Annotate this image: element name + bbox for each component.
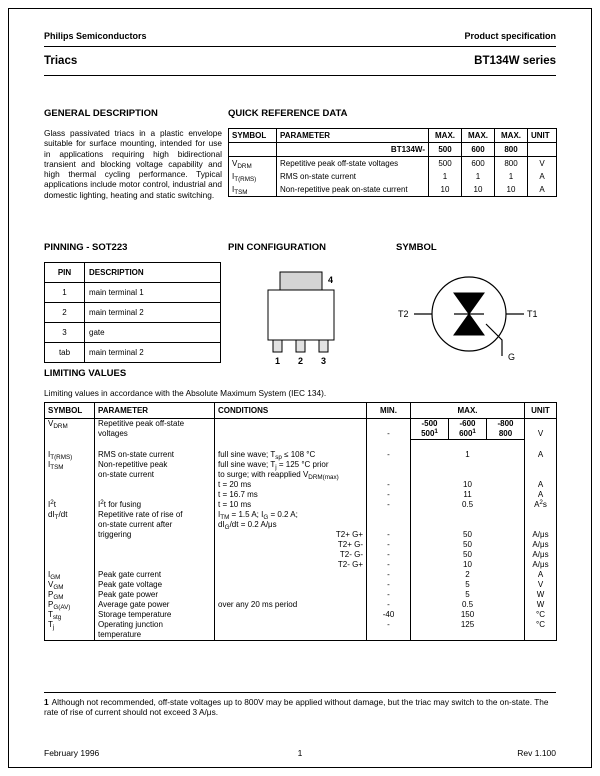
limiting-values-row bbox=[45, 440, 557, 451]
package-lead-1 bbox=[273, 340, 282, 352]
qr-variant-label: BT134W- bbox=[277, 143, 429, 157]
pin-col-header: PIN bbox=[45, 263, 85, 283]
limiting-values-row bbox=[45, 470, 557, 480]
min-cell: - bbox=[367, 560, 411, 570]
parameter-cell: $I^2t$ for fusing bbox=[95, 500, 215, 510]
unit-cell: A/μs bbox=[525, 550, 557, 560]
symbol-cell bbox=[45, 530, 95, 540]
max-variant-cell: $500^1$ bbox=[411, 429, 449, 440]
package-lead-3 bbox=[319, 340, 328, 352]
min-cell: - bbox=[367, 490, 411, 500]
parameter-cell: temperature bbox=[95, 630, 215, 641]
sub-element: TSM bbox=[234, 189, 248, 196]
title-row bbox=[44, 55, 556, 67]
max-variant-cell: 800 bbox=[487, 429, 525, 440]
qr-variant-600: 600 bbox=[462, 143, 495, 157]
limiting-values-row bbox=[45, 530, 557, 540]
symbol-cell: $I_{GM}$ bbox=[45, 570, 95, 580]
parameter-cell: Non-repetitive peak bbox=[95, 460, 215, 470]
quick-reference-body bbox=[229, 157, 557, 197]
unit-cell bbox=[525, 470, 557, 480]
symbol-cell: $I_{T(RMS)}$ bbox=[229, 170, 277, 183]
symbol-cell: $V_{DRM}$ bbox=[229, 157, 277, 171]
qr-col-max-3: MAX. bbox=[495, 129, 528, 143]
quick-reference-table bbox=[228, 128, 557, 197]
limiting-values-row bbox=[45, 460, 557, 470]
min-cell bbox=[367, 419, 411, 430]
min-cell bbox=[367, 520, 411, 530]
header-rule-top bbox=[44, 46, 556, 47]
parameter-cell: on-state current bbox=[95, 470, 215, 480]
footer-revision: Rev 1.100 bbox=[517, 748, 556, 758]
symbol-cell: $T_{stg}$ bbox=[45, 610, 95, 620]
pin-3-label: 3 bbox=[321, 356, 327, 366]
document-header bbox=[44, 31, 556, 41]
quick-reference-section bbox=[228, 108, 556, 197]
max-cell: 5 bbox=[411, 590, 525, 600]
symbol-cell: $I_{TSM}$ bbox=[45, 460, 95, 470]
max-value-cell: 500 bbox=[429, 157, 462, 171]
max-value-cell: 600 bbox=[462, 157, 495, 171]
sup-element: 2 bbox=[100, 499, 104, 506]
symbol-cell: $I_{TSM}$ bbox=[229, 183, 277, 197]
unit-cell: A bbox=[525, 450, 557, 460]
parameter-cell: Average gate power bbox=[95, 600, 215, 610]
unit-cell: A bbox=[528, 183, 557, 197]
spec-type-label: Product specification bbox=[464, 31, 556, 41]
symbol-heading: SYMBOL bbox=[396, 242, 437, 253]
max-cell bbox=[411, 630, 525, 641]
unit-cell bbox=[525, 440, 557, 451]
sub-element: TM bbox=[220, 514, 230, 521]
conditions-cell: $dI_G/dt = 0.2$ A/μs bbox=[215, 520, 367, 530]
lim-col-parameter: PARAMETER bbox=[95, 403, 215, 419]
product-family-title: Triacs bbox=[44, 55, 78, 67]
limiting-values-row bbox=[45, 550, 557, 560]
conditions-cell: T2+ G- bbox=[215, 540, 367, 550]
terminal-t1-label: T1 bbox=[527, 309, 538, 319]
pin-number-cell: 2 bbox=[45, 303, 85, 323]
package-tab bbox=[280, 272, 322, 290]
parameter-cell: on-state current after bbox=[95, 520, 215, 530]
unit-cell: A bbox=[528, 170, 557, 183]
max-cell: 10 bbox=[411, 560, 525, 570]
limiting-values-row bbox=[45, 620, 557, 630]
parameter-cell: Storage temperature bbox=[95, 610, 215, 620]
parameter-cell bbox=[95, 480, 215, 490]
thead-element bbox=[45, 263, 221, 283]
lim-col-unit: UNIT bbox=[525, 403, 557, 419]
symbol-cell: $V_{GM}$ bbox=[45, 580, 95, 590]
min-cell: - bbox=[367, 530, 411, 540]
symbol-cell bbox=[45, 470, 95, 480]
pin-description-cell: main terminal 2 bbox=[85, 303, 221, 323]
symbol-cell bbox=[45, 550, 95, 560]
unit-cell: V bbox=[525, 429, 557, 440]
symbol-cell bbox=[45, 429, 95, 440]
max-variant-cell: -800 bbox=[487, 419, 525, 430]
max-variant-cell: -600 bbox=[449, 419, 487, 430]
pin-description-cell: main terminal 2 bbox=[85, 343, 221, 363]
symbol-cell bbox=[45, 480, 95, 490]
unit-cell bbox=[525, 630, 557, 641]
max-value-cell: 1 bbox=[495, 170, 528, 183]
package-body bbox=[268, 290, 334, 340]
min-cell: - bbox=[367, 540, 411, 550]
pin-2-label: 2 bbox=[298, 356, 304, 366]
parameter-cell bbox=[95, 540, 215, 550]
triac-symbol-drawing bbox=[396, 266, 556, 372]
pinning-row bbox=[45, 343, 221, 363]
sup-element: 2 bbox=[539, 499, 543, 506]
lim-col-symbol: SYMBOL bbox=[45, 403, 95, 419]
min-cell: - bbox=[367, 600, 411, 610]
unit-cell: A/μs bbox=[525, 560, 557, 570]
qr-col-max-1: MAX. bbox=[429, 129, 462, 143]
unit-cell: V bbox=[525, 580, 557, 590]
min-cell bbox=[367, 510, 411, 520]
symbol-cell: $V_{DRM}$ bbox=[45, 419, 95, 430]
sup-element: 1 bbox=[472, 428, 476, 435]
conditions-cell: to surge; with reapplied $V_{DRM(max)}$ bbox=[215, 470, 367, 480]
footnote-text: Although not recommended, off-state voltages up to 800V may be applied without damage, but the triac may switch to the on-state. The rate of rise of current should not exceed 3 A/μs. bbox=[44, 697, 549, 718]
parameter-cell: Repetitive peak off-state voltages bbox=[277, 157, 429, 171]
quick-reference-row bbox=[229, 170, 557, 183]
pin-number-cell: tab bbox=[45, 343, 85, 363]
limiting-values-row bbox=[45, 540, 557, 550]
symbol-cell bbox=[45, 560, 95, 570]
max-cell: 0.5 bbox=[411, 600, 525, 610]
sub-element: GM bbox=[50, 574, 61, 581]
quick-reference-header-row bbox=[229, 129, 557, 143]
sot223-package-drawing bbox=[228, 266, 378, 368]
parameter-cell: Repetitive peak off-state bbox=[95, 419, 215, 430]
max-variant-cell: -500 bbox=[411, 419, 449, 430]
terminal-t2-label: T2 bbox=[398, 309, 409, 319]
min-cell: - bbox=[367, 570, 411, 580]
pin-number-cell: 3 bbox=[45, 323, 85, 343]
symbol-cell: $I^2t$ bbox=[45, 500, 95, 510]
gate-lead-line bbox=[486, 324, 502, 356]
unit-cell: A bbox=[525, 480, 557, 490]
limiting-values-row bbox=[45, 480, 557, 490]
conditions-cell: T2+ G+ bbox=[215, 530, 367, 540]
limiting-values-row bbox=[45, 490, 557, 500]
max-cell: 50 bbox=[411, 550, 525, 560]
sub-element: GM bbox=[53, 584, 64, 591]
limiting-values-row bbox=[45, 590, 557, 600]
sub-element: T bbox=[54, 514, 59, 521]
limiting-values-row bbox=[45, 429, 557, 440]
min-cell: - bbox=[367, 550, 411, 560]
qr-col-unit: UNIT bbox=[528, 129, 557, 143]
unit-cell bbox=[525, 460, 557, 470]
quick-reference-heading: QUICK REFERENCE DATA bbox=[228, 108, 348, 119]
max-cell bbox=[411, 520, 525, 530]
max-cell: 0.5 bbox=[411, 500, 525, 510]
header-rule-bottom bbox=[44, 75, 556, 76]
max-variant-cell: $600^1$ bbox=[449, 429, 487, 440]
min-cell bbox=[367, 630, 411, 641]
unit-cell: $A^2s$ bbox=[525, 500, 557, 510]
max-cell: 125 bbox=[411, 620, 525, 630]
pin-number-cell: 1 bbox=[45, 283, 85, 303]
sup-element: 2 bbox=[50, 499, 54, 506]
symbol-cell bbox=[45, 540, 95, 550]
parameter-cell: Repetitive rate of rise of bbox=[95, 510, 215, 520]
limiting-values-row bbox=[45, 520, 557, 530]
parameter-cell bbox=[95, 560, 215, 570]
limiting-values-table bbox=[44, 402, 557, 641]
parameter-cell: Peak gate voltage bbox=[95, 580, 215, 590]
limiting-values-section bbox=[44, 368, 556, 641]
pinning-row bbox=[45, 283, 221, 303]
max-value-cell: 10 bbox=[429, 183, 462, 197]
conditions-cell: t = 20 ms bbox=[215, 480, 367, 490]
quick-reference-row bbox=[229, 183, 557, 197]
unit-cell: A bbox=[525, 570, 557, 580]
qr-variant-800: 800 bbox=[495, 143, 528, 157]
conditions-cell: full sine wave; $T_{sp} \le 108$ °C bbox=[215, 450, 367, 460]
sub-element: G bbox=[263, 514, 269, 521]
limiting-values-intro: Limiting values in accordance with the Absolute Maximum System (IEC 134). bbox=[44, 388, 327, 398]
max-value-cell: 1 bbox=[429, 170, 462, 183]
pinning-heading: PINNING - SOT223 bbox=[44, 242, 128, 253]
parameter-cell: Peak gate power bbox=[95, 590, 215, 600]
sub-element: j bbox=[275, 464, 277, 471]
sub-element: TSM bbox=[50, 464, 64, 471]
general-description-heading: GENERAL DESCRIPTION bbox=[44, 108, 158, 119]
pin-1-label: 1 bbox=[275, 356, 281, 366]
min-cell: - bbox=[367, 620, 411, 630]
limiting-values-body bbox=[45, 419, 557, 641]
limiting-values-heading: LIMITING VALUES bbox=[44, 368, 127, 379]
qr-variant-empty-unit bbox=[528, 143, 557, 157]
lim-col-conditions: CONDITIONS bbox=[215, 403, 367, 419]
conditions-cell: T2- G+ bbox=[215, 560, 367, 570]
limiting-values-row bbox=[45, 500, 557, 510]
thead-element bbox=[229, 129, 557, 157]
min-cell: - bbox=[367, 480, 411, 490]
description-col-header: DESCRIPTION bbox=[85, 263, 221, 283]
max-cell bbox=[411, 460, 525, 470]
publisher-name: Philips Semiconductors bbox=[44, 31, 147, 41]
conditions-cell: over any 20 ms period bbox=[215, 600, 367, 610]
sup-element: 1 bbox=[434, 428, 438, 435]
max-cell bbox=[411, 440, 525, 451]
sub-element: GM bbox=[53, 594, 64, 601]
max-value-cell: 1 bbox=[462, 170, 495, 183]
max-cell bbox=[411, 470, 525, 480]
pinning-section bbox=[44, 242, 222, 363]
unit-cell: A/μs bbox=[525, 530, 557, 540]
unit-cell: °C bbox=[525, 620, 557, 630]
qr-col-max-2: MAX. bbox=[462, 129, 495, 143]
min-cell bbox=[367, 470, 411, 480]
conditions-cell bbox=[215, 440, 367, 451]
min-cell: - bbox=[367, 500, 411, 510]
gate-label: G bbox=[508, 352, 516, 362]
parameter-cell: triggering bbox=[95, 530, 215, 540]
series-title: BT134W series bbox=[474, 55, 556, 67]
conditions-cell: $I_{TM} = 1.5$ A; $I_G = 0.2$ A; bbox=[215, 510, 367, 520]
sub-element: DRM bbox=[53, 423, 68, 430]
general-description-text: Glass passivated triacs in a plastic envelope suitable for surface mounting, intended for use in applications requiring high bidirectional transient and blocking voltage capability and high thermal cycling performance. Typical applications include motor control, industrial and domestic lighting, heating and static switching. bbox=[44, 128, 222, 200]
unit-cell bbox=[525, 419, 557, 430]
conditions-cell: T2- G- bbox=[215, 550, 367, 560]
parameter-cell: RMS on-state current bbox=[95, 450, 215, 460]
sub-element: G bbox=[224, 524, 230, 531]
sub-element: T(RMS) bbox=[234, 176, 257, 183]
min-cell: - bbox=[367, 590, 411, 600]
pin-configuration-section bbox=[228, 242, 386, 373]
sub-element: DRM bbox=[237, 163, 252, 170]
max-cell bbox=[411, 510, 525, 520]
symbol-cell bbox=[45, 440, 95, 451]
pinning-body bbox=[45, 283, 221, 363]
parameter-cell: Non-repetitive peak on-state current bbox=[277, 183, 429, 197]
sub-element: stg bbox=[52, 614, 62, 621]
conditions-cell bbox=[215, 570, 367, 580]
limiting-values-row bbox=[45, 570, 557, 580]
limiting-values-row bbox=[45, 510, 557, 520]
parameter-cell: Operating junction bbox=[95, 620, 215, 630]
unit-cell: V bbox=[528, 157, 557, 171]
sub-element: sp bbox=[275, 454, 282, 461]
sub-element: T(RMS) bbox=[50, 454, 73, 461]
pinning-table bbox=[44, 262, 221, 363]
limiting-values-row bbox=[45, 560, 557, 570]
limiting-values-row bbox=[45, 610, 557, 620]
pin-description-cell: main terminal 1 bbox=[85, 283, 221, 303]
footnote-marker: 1 bbox=[44, 697, 49, 707]
max-cell: 10 bbox=[411, 480, 525, 490]
package-lead-2 bbox=[296, 340, 305, 352]
max-cell: 1 bbox=[411, 450, 525, 460]
symbol-cell: $P_{GM}$ bbox=[45, 590, 95, 600]
conditions-cell: t = 10 ms bbox=[215, 500, 367, 510]
triac-triangle-lower bbox=[454, 314, 484, 335]
conditions-cell bbox=[215, 590, 367, 600]
parameter-cell: voltages bbox=[95, 429, 215, 440]
limiting-values-row bbox=[45, 630, 557, 641]
quick-reference-variant-row bbox=[229, 143, 557, 157]
max-cell: 150 bbox=[411, 610, 525, 620]
limiting-values-row bbox=[45, 419, 557, 430]
thead-element bbox=[45, 403, 557, 419]
quick-reference-row bbox=[229, 157, 557, 171]
min-cell bbox=[367, 460, 411, 470]
lim-col-max: MAX. bbox=[411, 403, 525, 419]
conditions-cell bbox=[215, 630, 367, 641]
conditions-cell bbox=[215, 419, 367, 430]
limiting-values-row bbox=[45, 450, 557, 460]
pinning-row bbox=[45, 323, 221, 343]
symbol-cell: $T_j$ bbox=[45, 620, 95, 630]
unit-cell: A bbox=[525, 490, 557, 500]
symbol-cell: $I_{T(RMS)}$ bbox=[45, 450, 95, 460]
max-cell: 5 bbox=[411, 580, 525, 590]
unit-cell bbox=[525, 520, 557, 530]
limiting-values-row bbox=[45, 580, 557, 590]
footer-page-number: 1 bbox=[297, 748, 303, 758]
parameter-cell: RMS on-state current bbox=[277, 170, 429, 183]
footnote bbox=[44, 692, 556, 717]
min-cell: - bbox=[367, 429, 411, 440]
symbol-section bbox=[396, 242, 556, 377]
parameter-cell bbox=[95, 490, 215, 500]
unit-cell: W bbox=[525, 600, 557, 610]
parameter-cell bbox=[95, 550, 215, 560]
symbol-cell: $P_{G(AV)}$ bbox=[45, 600, 95, 610]
conditions-cell bbox=[215, 610, 367, 620]
conditions-cell: t = 16.7 ms bbox=[215, 490, 367, 500]
max-value-cell: 10 bbox=[462, 183, 495, 197]
min-cell bbox=[367, 440, 411, 451]
min-cell: - bbox=[367, 450, 411, 460]
conditions-cell bbox=[215, 580, 367, 590]
max-cell: 2 bbox=[411, 570, 525, 580]
conditions-cell bbox=[215, 429, 367, 440]
unit-cell: °C bbox=[525, 610, 557, 620]
sub-element: j bbox=[52, 624, 55, 631]
general-description-section bbox=[44, 108, 222, 200]
max-value-cell: 800 bbox=[495, 157, 528, 171]
conditions-cell: full sine wave; $T_j = 125$ °C prior bbox=[215, 460, 367, 470]
max-cell: 11 bbox=[411, 490, 525, 500]
qr-col-parameter: PARAMETER bbox=[277, 129, 429, 143]
symbol-cell bbox=[45, 630, 95, 641]
pin-configuration-heading: PIN CONFIGURATION bbox=[228, 242, 326, 253]
min-cell: -40 bbox=[367, 610, 411, 620]
pin-description-cell: gate bbox=[85, 323, 221, 343]
conditions-cell bbox=[215, 620, 367, 630]
pinning-header-row bbox=[45, 263, 221, 283]
sub-element: G(AV) bbox=[53, 604, 71, 611]
qr-variant-500: 500 bbox=[429, 143, 462, 157]
pin-4-label: 4 bbox=[328, 275, 334, 285]
unit-cell bbox=[525, 510, 557, 520]
qr-variant-empty bbox=[229, 143, 277, 157]
sub-element: DRM(max) bbox=[308, 474, 339, 481]
lim-col-min: MIN. bbox=[367, 403, 411, 419]
max-cell: 50 bbox=[411, 540, 525, 550]
qr-col-symbol: SYMBOL bbox=[229, 129, 277, 143]
parameter-cell: Peak gate current bbox=[95, 570, 215, 580]
limiting-header-row bbox=[45, 403, 557, 419]
max-cell: 50 bbox=[411, 530, 525, 540]
max-value-cell: 10 bbox=[495, 183, 528, 197]
symbol-cell bbox=[45, 520, 95, 530]
unit-cell: A/μs bbox=[525, 540, 557, 550]
footer-date: February 1996 bbox=[44, 748, 100, 758]
min-cell: - bbox=[367, 580, 411, 590]
symbol-cell: $dI_T/dt$ bbox=[45, 510, 95, 520]
triac-triangle-upper bbox=[454, 293, 484, 314]
parameter-cell bbox=[95, 440, 215, 451]
unit-cell: W bbox=[525, 590, 557, 600]
limiting-values-row bbox=[45, 600, 557, 610]
pinning-row bbox=[45, 303, 221, 323]
